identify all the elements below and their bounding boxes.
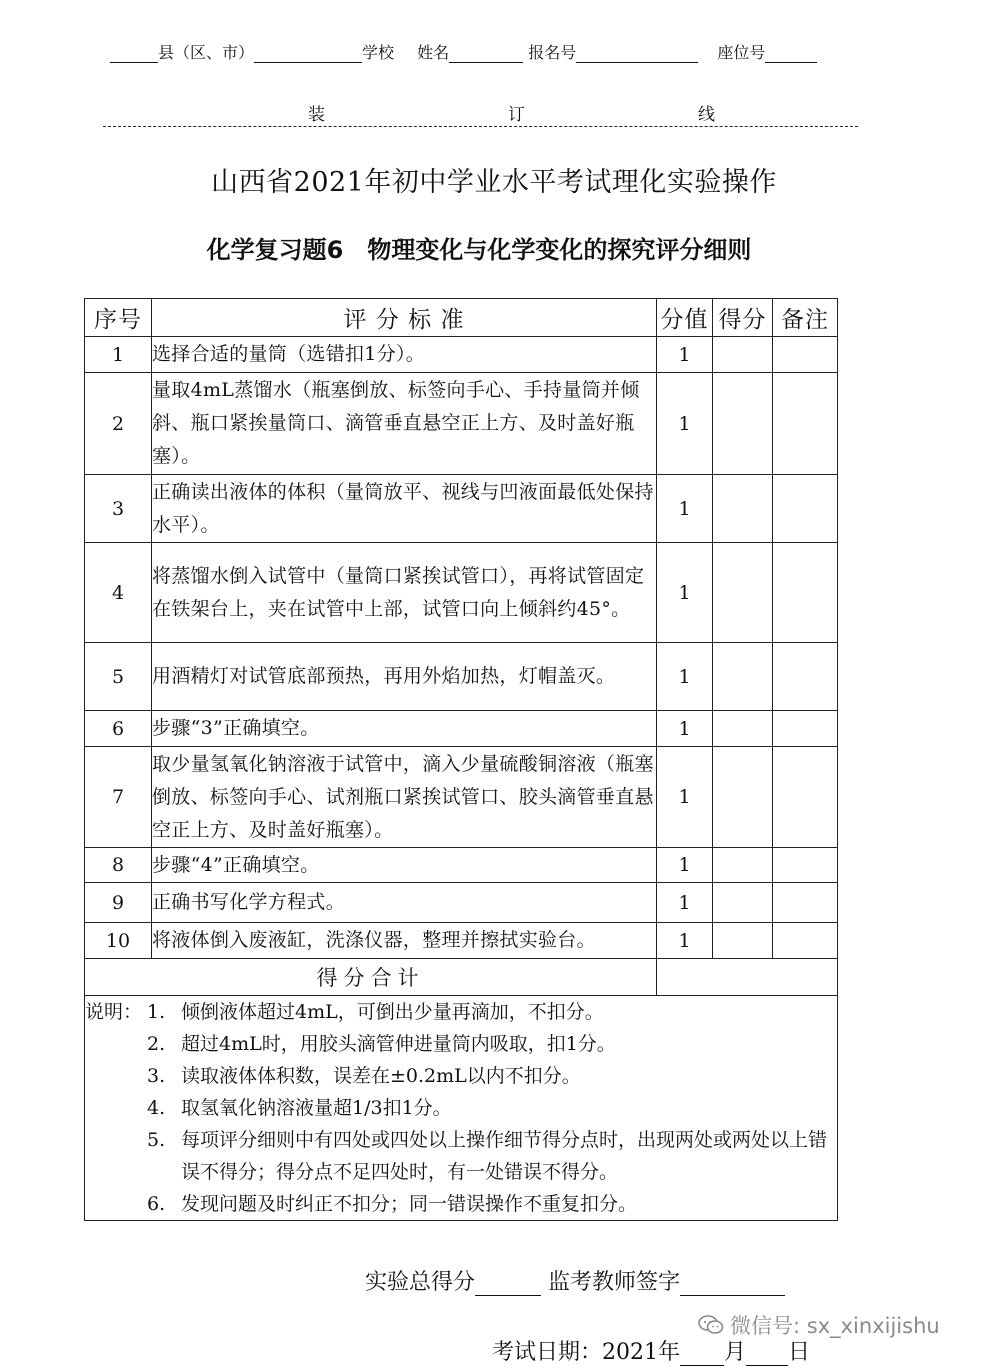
note-item [85,1060,837,1092]
name-label: 姓名 [417,43,450,62]
county-label: 县（区、市） [158,43,255,62]
row-value: 1 [657,373,713,475]
row-criterion: 将蒸馏水倒入试管中（量筒口紧挨试管口），再将试管固定在铁架台上，夹在试管中上部，试管口向上倾斜约45°。 [152,543,657,643]
total-score-blank[interactable] [475,1275,541,1296]
row-criterion: 正确书写化学方程式。 [152,883,657,923]
row-criterion: 步骤“4”正确填空。 [152,848,657,883]
row-score-cell[interactable] [713,747,773,848]
table-row [85,711,838,747]
table-row [85,883,838,923]
row-score-cell[interactable] [713,923,773,959]
day-label: 日 [788,1340,811,1365]
total-label: 得分合计 [85,959,657,996]
page-title: 山西省2021年初中学业水平考试理化实验操作 [211,167,777,198]
table-header-row [85,299,838,337]
row-value: 1 [657,543,713,643]
row-value: 1 [657,337,713,373]
row-remark-cell[interactable] [773,543,838,643]
total-score-cell[interactable] [657,959,838,996]
note-number: 4. [147,1097,166,1119]
row-value: 1 [657,475,713,543]
row-score-cell[interactable] [713,848,773,883]
notes-cell [85,996,838,1221]
row-value: 1 [657,923,713,959]
row-remark-cell[interactable] [773,475,838,543]
month-blank[interactable] [680,1345,724,1366]
row-number: 8 [85,848,152,883]
table-row [85,475,838,543]
row-number: 6 [85,711,152,747]
row-criterion: 取少量氢氧化钠溶液于试管中，滴入少量硫酸铜溶液（瓶塞倒放、标签向手心、试剂瓶口紧挨试管口、胶头滴管垂直悬空正上方、及时盖好瓶塞）。 [152,747,657,848]
row-score-cell[interactable] [713,643,773,711]
row-remark-cell[interactable] [773,883,838,923]
note-number: 1. [147,1001,166,1023]
row-score-cell[interactable] [713,543,773,643]
row-remark-cell[interactable] [773,848,838,883]
watermark-text: 微信号: sx_xinxijishu [730,1314,940,1338]
row-remark-cell[interactable] [773,643,838,711]
row-remark-cell[interactable] [773,747,838,848]
row-value: 1 [657,747,713,848]
page-subtitle: 化学复习题6 物理变化与化学变化的探究评分细则 [206,236,752,264]
day-blank[interactable] [746,1345,788,1366]
row-number: 4 [85,543,152,643]
row-number: 2 [85,373,152,475]
row-number: 9 [85,883,152,923]
row-value: 1 [657,883,713,923]
signature-line [365,1265,785,1296]
row-score-cell[interactable] [713,711,773,747]
note-text: 倾倒液体超过4mL，可倒出少量再滴加，不扣分。 [181,1001,604,1023]
row-criterion: 正确读出液体的体积（量筒放平、视线与凹液面最低处保持水平）。 [152,475,657,543]
name-blank[interactable] [449,46,523,63]
table-row [85,923,838,959]
note-text: 超过4mL时，用胶头滴管伸进量筒内吸取，扣1分。 [181,1033,616,1055]
row-number: 1 [85,337,152,373]
binding-char-1: 装 [308,105,325,125]
row-criterion: 选择合适的量筒（选错扣1分）。 [152,337,657,373]
row-value: 1 [657,643,713,711]
row-score-cell[interactable] [713,475,773,543]
col-header-number: 序号 [85,299,152,337]
table-row [85,337,838,373]
col-header-value: 分值 [657,299,713,337]
note-number: 5. [147,1129,166,1151]
binding-line [103,100,858,127]
row-value: 1 [657,711,713,747]
note-item [85,1188,837,1220]
exam-date-label: 考试日期：2021年 [492,1340,680,1365]
note-item [85,1028,837,1060]
scoring-table [84,298,838,1221]
supervisor-label: 监考教师签字 [548,1270,681,1295]
supervisor-signature-blank[interactable] [680,1275,785,1296]
row-remark-cell[interactable] [773,923,838,959]
note-text: 发现问题及时纠正不扣分；同一错误操作不重复扣分。 [181,1193,638,1215]
note-item [85,1092,837,1124]
col-header-criterion: 评 分 标 准 [152,299,657,337]
row-criterion: 量取4mL蒸馏水（瓶塞倒放、标签向手心、手持量筒并倾斜、瓶口紧挨量筒口、滴管垂直悬空正上方、及时盖好瓶塞）。 [152,373,657,475]
seat-label: 座位号 [717,43,766,62]
note-number: 2. [147,1033,166,1055]
note-number: 6. [147,1193,166,1215]
note-text: 读取液体体积数，误差在±0.2mL以内不扣分。 [181,1065,581,1087]
row-value: 1 [657,848,713,883]
table-row [85,848,838,883]
table-row [85,643,838,711]
regno-blank[interactable] [576,46,698,63]
table-row [85,373,838,475]
col-header-remark: 备注 [773,299,838,337]
school-blank[interactable] [254,46,362,63]
seat-blank[interactable] [765,46,817,63]
binding-char-2: 订 [508,105,525,125]
col-header-score: 得分 [713,299,773,337]
row-number: 7 [85,747,152,848]
binding-char-3: 线 [698,105,715,125]
row-remark-cell[interactable] [773,373,838,475]
row-number: 10 [85,923,152,959]
school-label: 学校 [362,43,395,62]
notes-row [85,996,838,1221]
total-score-label: 实验总得分 [365,1270,476,1295]
note-item [85,996,837,1028]
row-number: 3 [85,475,152,543]
exam-date-line [492,1335,810,1366]
county-blank[interactable] [110,46,158,63]
row-score-cell[interactable] [713,373,773,475]
row-number: 5 [85,643,152,711]
row-score-cell[interactable] [713,337,773,373]
row-remark-cell[interactable] [773,711,838,747]
notes-heading: 说明： [85,1001,143,1023]
table-row [85,543,838,643]
row-criterion: 将液体倒入废液缸，洗涤仪器，整理并擦拭实验台。 [152,923,657,959]
wechat-icon [698,1314,724,1336]
row-criterion: 步骤“3”正确填空。 [152,711,657,747]
table-row [85,747,838,848]
note-text: 取氢氧化钠溶液量超1/3扣1分。 [181,1097,452,1119]
total-row [85,959,838,996]
row-remark-cell[interactable] [773,337,838,373]
note-number: 3. [147,1065,166,1087]
month-label: 月 [724,1340,747,1365]
row-criterion: 用酒精灯对试管底部预热，再用外焰加热，灯帽盖灭。 [152,643,657,711]
row-score-cell[interactable] [713,883,773,923]
note-text: 每项评分细则中有四处或四处以上操作细节得分点时，出现两处或两处以上错误不得分；得分点不足四处时，有一处错误不得分。 [181,1129,828,1183]
note-item [85,1124,837,1188]
regno-label: 报名号 [528,43,577,62]
candidate-info-line [110,40,817,63]
